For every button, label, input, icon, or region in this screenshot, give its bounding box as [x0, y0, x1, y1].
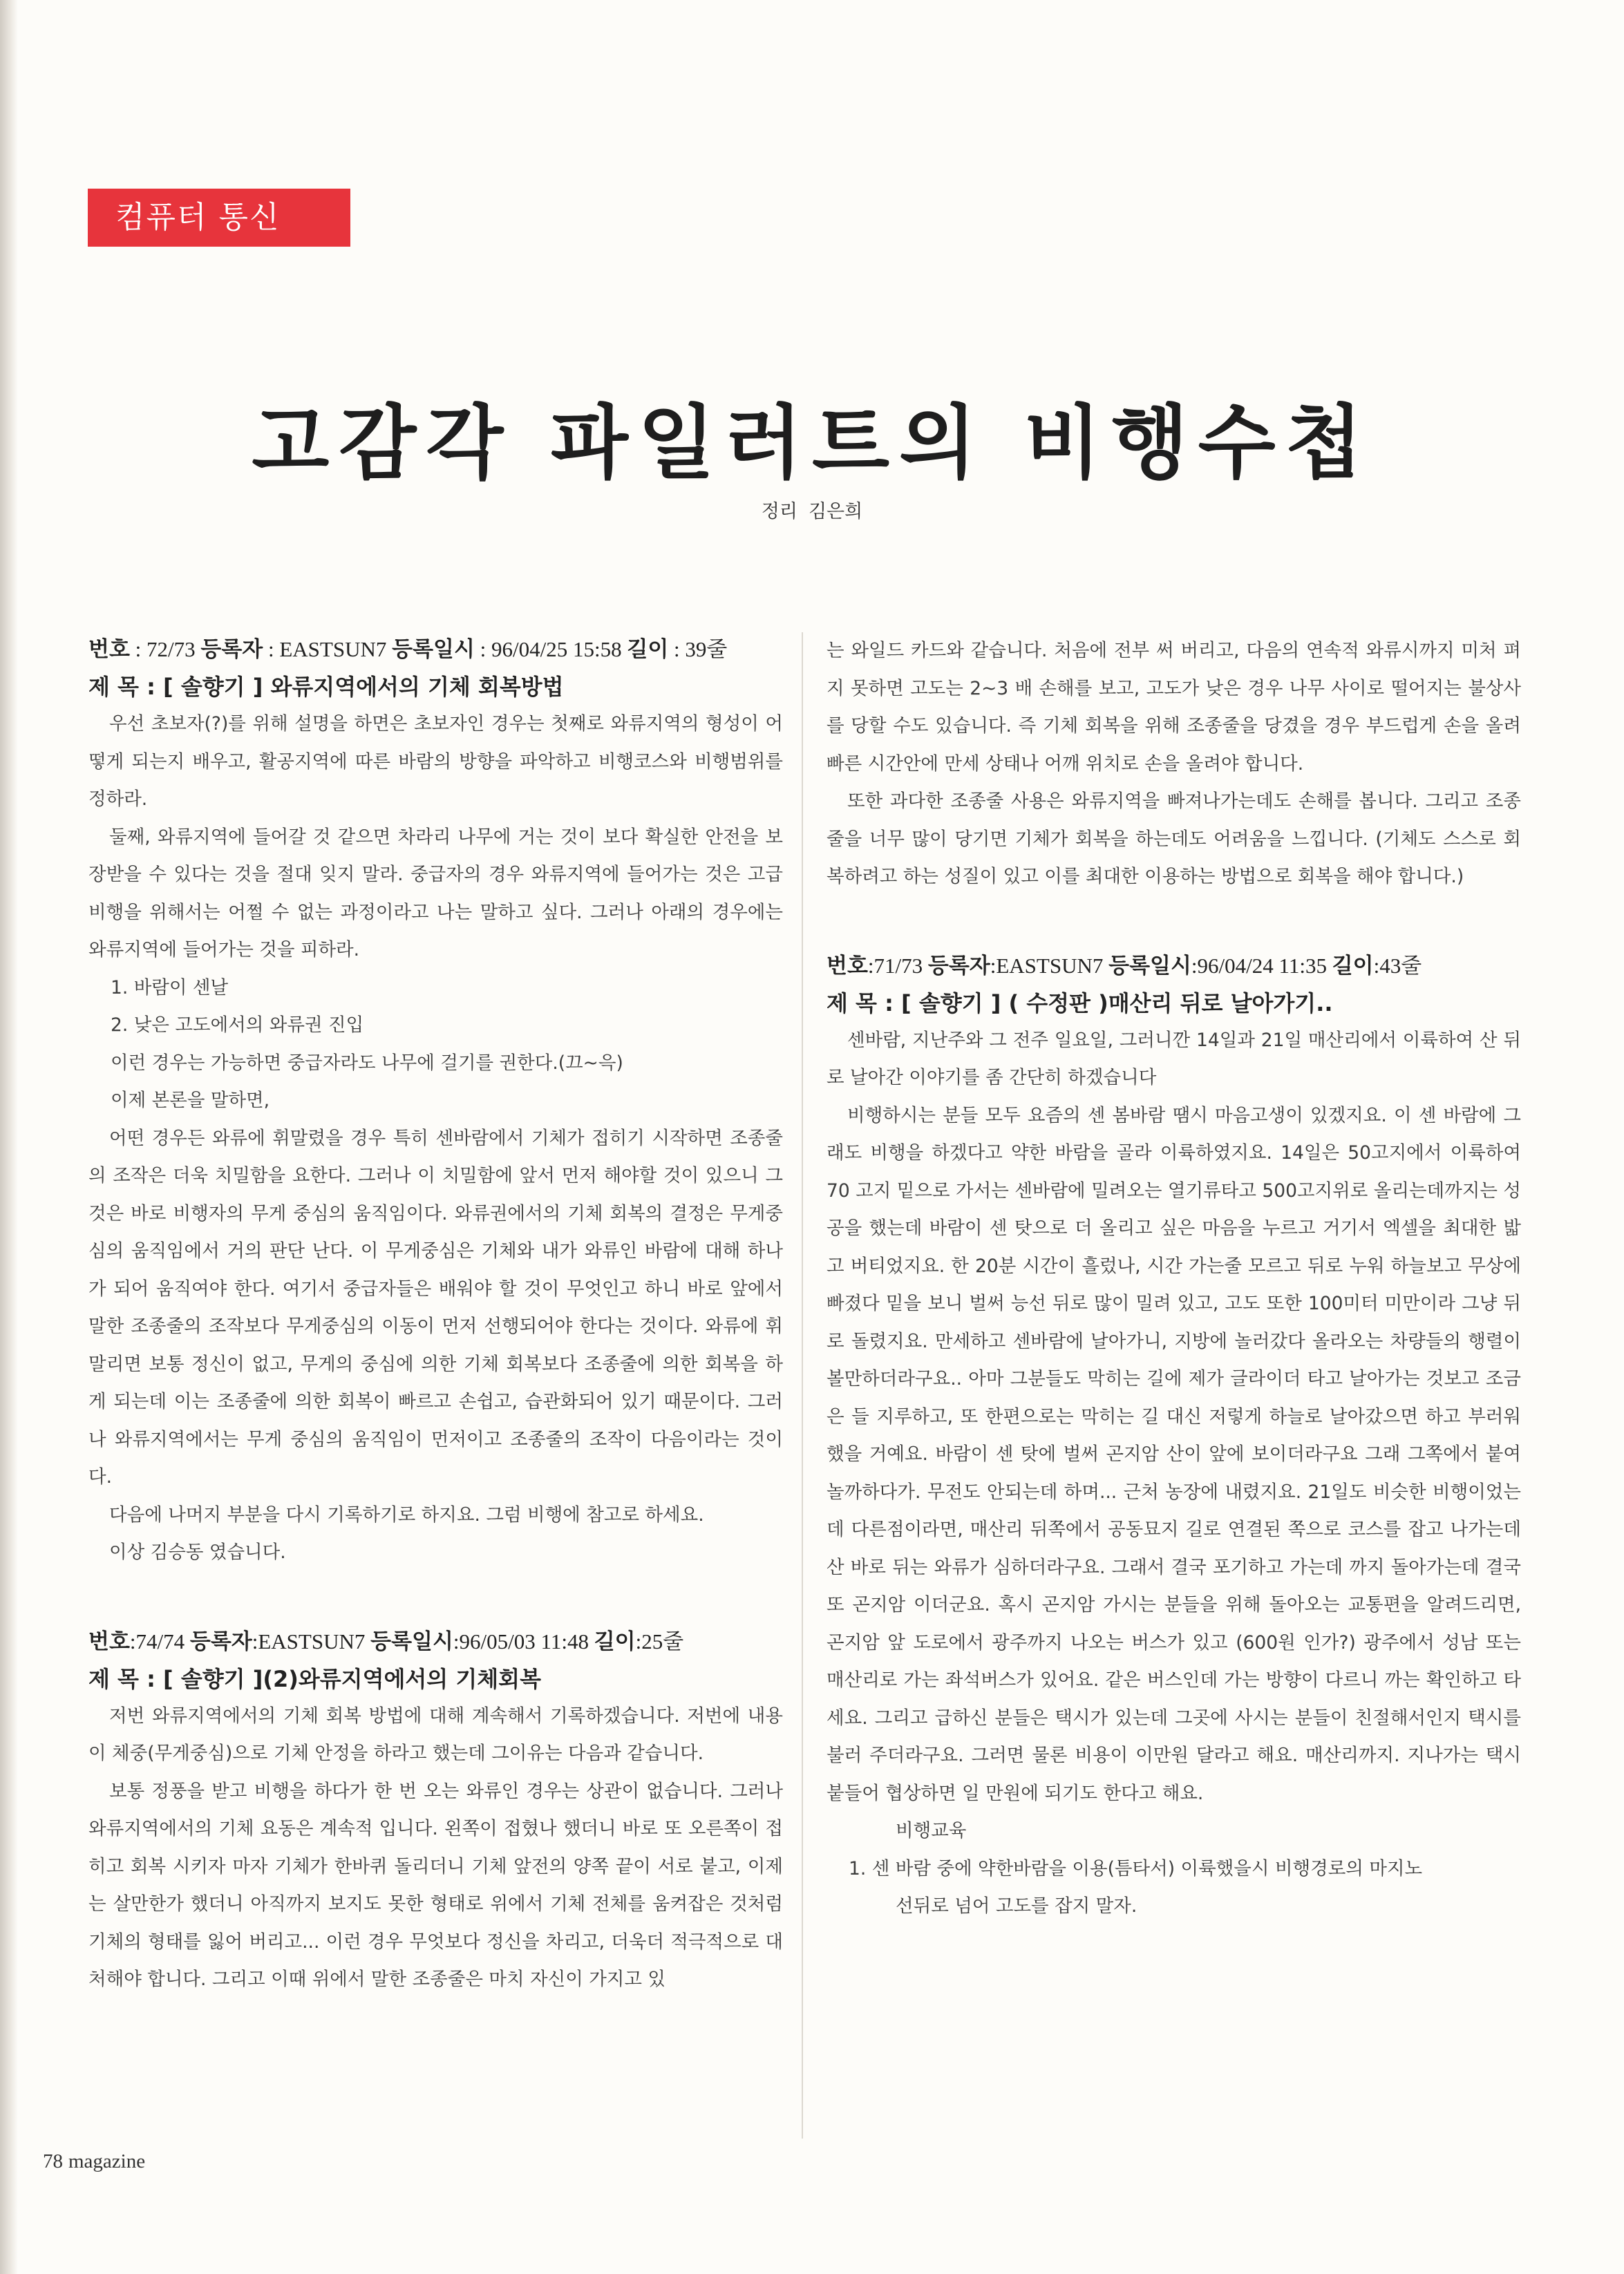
- subject-text: : [ 솔향기 ](2)와류지역에서의 기체회복: [138, 1665, 542, 1692]
- paragraph: 는 와일드 카드와 같습니다. 처음에 전부 써 버리고, 다음의 연속적 와류시까지 미처 펴지 못하면 고도는 2~3 배 손해를 보고, 고도가 낮은 경우 나무 사이로 떨어지는 불상사를 당할 수도 있습니다. 즉 기체 회복을 위해 조종줄을 당겼을 경우 부드럽게 손을 올려 빠른 시간안에 만세 상태나 어깨 위치로 손을 올려야 합니다.: [827, 640, 1521, 775]
- subject-text: : [ 솔향기 ] 와류지역에서의 기체 회복방법: [138, 674, 564, 700]
- meta-date: :96/04/24 11:35: [1191, 953, 1332, 978]
- meta-no: :71/73: [867, 953, 928, 978]
- left-column: [88, 631, 783, 1999]
- meta-len-label: 길이: [594, 1629, 636, 1654]
- subject-label: 제 목: [88, 1665, 139, 1692]
- paragraph: 보통 정풍을 받고 비행을 하다가 한 번 오는 와류인 경우는 상관이 없습니다. 그러나 와류지역에서의 기체 요동은 계속적 입니다. 왼쪽이 접혔나 했더니 바로 또 오른쪽이 접히고 회복 시키자 마자 기체가 한바퀴 돌리더니 기체 앞전의 양쪽 끝이 서로 붙고, 이제는 살만한가 했더니 아직까지 보지도 못한 형태로 위에서 기체 전체를 움켜잡은 것처럼 기체의 형태를 잃어 버리고... 이런 경우 무엇보다 정신을 차리고, 더욱더 적극적으로 대처해야 합니다. 그리고 이때 위에서 말한 조종줄은 마치 자신이 가지고 있: [88, 1780, 783, 1990]
- post-subject: [88, 1660, 783, 1698]
- post-meta: [827, 947, 1521, 985]
- byline-role: 정리: [761, 501, 797, 522]
- meta-date: : 96/04/25 15:58: [474, 637, 627, 661]
- meta-reg: :EASTSUN7: [990, 953, 1109, 978]
- meta-len: : 39줄: [668, 637, 728, 661]
- meta-no: : 72/73: [129, 637, 201, 661]
- paragraph: 다음에 나머지 부분을 다시 기록하기로 하지요. 그럼 비행에 참고로 하세요.: [109, 1504, 704, 1526]
- meta-reg: : EASTSUN7: [263, 637, 393, 661]
- footer-label: magazine: [68, 2150, 146, 2172]
- meta-len-label: 길이: [627, 637, 669, 662]
- paragraph: 이제 본론을 말하면,: [111, 1090, 270, 1111]
- list-item: 1. 센 바람 중에 약한바람을 이용(틈타서) 이륙했을시 비행경로의 마지노: [849, 1857, 1423, 1879]
- page-number: 78: [43, 2150, 63, 2172]
- paragraph: 저번 와류지역에서의 기체 회복 방법에 대해 계속해서 기록하겠습니다. 저번에 내용이 체중(무게중심)으로 기체 안정을 하라고 했는데 그이유는 다음과 같습니다.: [88, 1705, 783, 1764]
- section-heading: 비행교육: [896, 1820, 967, 1841]
- paragraph: 어떤 경우든 와류에 휘말렸을 경우 특히 센바람에서 기체가 접히기 시작하면 조종줄의 조작은 더욱 치밀함을 요한다. 그러나 이 치밀함에 앞서 먼저 해야할 것이 있으니 그것은 바로 비행자의 무게 중심의 움직임이다. 와류권에서의 기체 회복의 결정은 무게중심의 움직임에서 거의 판단 난다. 이 무게중심은 기체와 내가 와류인 바람에 대해 하나가 되어 움직여야 한다. 여기서 중급자들은 배워야 할 것이 무엇인고 하니 바로 앞에서 말한 조종줄의 조작보다 무게중심의 이동이 먼저 선행되어야 한다는 것이다. 와류에 휘말리면 보통 정신이 없고, 무게의 중심에 의한 기체 회복보다 조종줄에 의한 회복을 하게 되는데 이는 조종줄에 의한 회복이 빠르고 손쉽고, 습관화되어 있기 때문이다. 그러나 와류지역에서는 무게 중심의 움직임이 먼저이고 조종줄의 조작이 다음이라는 것이다.: [88, 1127, 783, 1488]
- post-meta: [88, 631, 783, 668]
- meta-date: :96/05/03 11:48: [453, 1629, 594, 1654]
- right-column: [827, 632, 1521, 1926]
- post-74: [88, 1623, 783, 1999]
- meta-reg: :EASTSUN7: [252, 1629, 371, 1654]
- list-item: 1. 바람이 센날: [111, 976, 229, 998]
- post-meta: [88, 1623, 783, 1660]
- post-74-continued: [827, 632, 1521, 896]
- paragraph: 이상 김승동 였습니다.: [109, 1542, 286, 1563]
- paragraph: 이런 경우는 가능하면 중급자라도 나무에 걸기를 권한다.(끄~윽): [111, 1052, 623, 1074]
- meta-date-label: 등록일시: [392, 637, 475, 662]
- byline-author: 김은희: [808, 501, 863, 522]
- subject-label: 제 목: [88, 674, 139, 700]
- meta-no: :74/74: [129, 1629, 190, 1654]
- meta-no-label: 번호: [88, 637, 130, 662]
- list-item-continued: 선뒤로 넘어 고도를 잡지 말자.: [896, 1895, 1137, 1917]
- meta-reg-label: 등록자: [200, 637, 263, 662]
- paragraph: 우선 초보자(?)를 위해 설명을 하면은 초보자인 경우는 첫째로 와류지역의 형성이 어떻게 되는지 배우고, 활공지역에 따른 바람의 방향을 파악하고 비행코스와 비행범위를 정하라.: [88, 713, 783, 810]
- subject-text: : [ 솔향기 ] ( 수정판 )매산리 뒤로 날아가기..: [876, 989, 1333, 1016]
- meta-date-label: 등록일시: [1108, 953, 1191, 978]
- post-subject: [827, 985, 1521, 1022]
- page-title: 고감각 파일러트의 비행수첩: [252, 396, 1372, 490]
- paragraph: 또한 과다한 조종줄 사용은 와류지역을 빠져나가는데도 손해를 봅니다. 그리고 조종줄을 너무 많이 당기면 기체가 회복을 하는데도 어려움을 느낍니다. (기체도 스스로 회복하려고 하는 성질이 있고 이를 최대한 이용하는 방법으로 회복을 해야 합니다.): [827, 790, 1521, 887]
- paragraph: 비행하시는 분들 모두 요즘의 센 봄바람 땜시 마음고생이 있겠지요. 이 센 바람에 그래도 비행을 하겠다고 약한 바람을 골라 이륙하였지요. 14일은 50고지에서 이륙하여 70 고지 밑으로 가서는 센바람에 밀려오는 열기류타고 500고지위로 올리는데까지는 성공을 했는데 바람이 센 탓으로 더 올리고 싶은 마음을 누르고 거기서 엑셀을 최대한 밟고 버티었지요. 한 20분 시간이 흘렀나, 시간 가는줄 모르고 뒤로 누워 하늘보고 무상에 빠졌다 밑을 보니 벌써 능선 뒤로 많이 밀려 있고, 고도 또한 100미터 미만이라 그냥 뒤로 돌렸지요. 만세하고 센바람에 날아가니, 지방에 놀러갔다 올라오는 차량들의 행렬이 볼만하더라구요.. 아마 그분들도 막히는 길에 제가 글라이더 타고 날아가는 것보고 조금은 들 지루하고, 또 한편으로는 막히는 길 대신 저렇게 하늘로 날아갔으면 하고 부러워 했을 거예요. 바람이 센 탓에 벌써 곤지암 산이 앞에 보이더라구요 그래 그쪽에서 붙여 놀까하다가. 무전도 안되는데 하며... 근처 농장에 내렸지요. 21일도 비슷한 비행이었는데 다른점이라면, 매산리 뒤쪽에서 공동묘지 길로 연결된 쪽으로 코스를 잡고 나가는데 산 바로 뒤는 와류가 심하더라구요. 그래서 결국 포기하고 가는데 까지 돌아가는데 결국 또 곤지암 이더군요. 혹시 곤지암 가시는 분들을 위해 돌아오는 교통편을 알려드리면, 곤지암 앞 도로에서 광주까지 나오는 버스가 있고 (600원 인가?) 광주에서 성남 또는 매산리로 가는 좌석버스가 있어요. 같은 버스인데 가는 방향이 다르니 까는 확인하고 타세요. 그리고 급하신 분들은 택시가 있는데 그곳에 사시는 분들이 친절해서인지 택시를 불러 주더라구요. 그러면 물론 비용이 이만원 달라고 해요. 매산리까지. 지나가는 택시 붙들어 협상하면 일 만원에 되기도 한다고 해요.: [827, 1104, 1521, 1804]
- meta-len: :43줄: [1373, 953, 1422, 978]
- meta-reg-label: 등록자: [927, 953, 990, 978]
- meta-len: :25줄: [635, 1629, 684, 1654]
- post-72: [88, 631, 783, 1572]
- meta-len-label: 길이: [1332, 953, 1374, 978]
- column-divider: [802, 632, 803, 2139]
- meta-no-label: 번호: [827, 953, 868, 978]
- meta-date-label: 등록일시: [370, 1629, 453, 1654]
- section-tag: 컴퓨터 통신: [88, 189, 350, 247]
- page-footer: [43, 2150, 151, 2173]
- meta-no-label: 번호: [88, 1629, 130, 1654]
- page-edge: [0, 0, 18, 2274]
- byline: [0, 496, 1624, 523]
- post-subject: [88, 668, 783, 705]
- paragraph: 센바람, 지난주와 그 전주 일요일, 그러니깐 14일과 21일 매산리에서 이륙하여 산 뒤로 날아간 이야기를 좀 간단히 하겠습니다: [827, 1029, 1521, 1088]
- meta-reg-label: 등록자: [189, 1629, 252, 1654]
- list-item: 2. 낮은 고도에서의 와류권 진입: [111, 1014, 364, 1036]
- paragraph: 둘째, 와류지역에 들어갈 것 같으면 차라리 나무에 거는 것이 보다 확실한 안전을 보장받을 수 있다는 것을 절대 잊지 말라. 중급자의 경우 와류지역에 들어가는 것은 고급비행을 위해서는 어쩔 수 없는 과정이라고 나는 말하고 싶다. 그러나 아래의 경우에는 와류지역에 들어가는 것을 피하라.: [88, 826, 783, 960]
- subject-label: 제 목: [827, 989, 877, 1016]
- post-71: [827, 947, 1521, 1926]
